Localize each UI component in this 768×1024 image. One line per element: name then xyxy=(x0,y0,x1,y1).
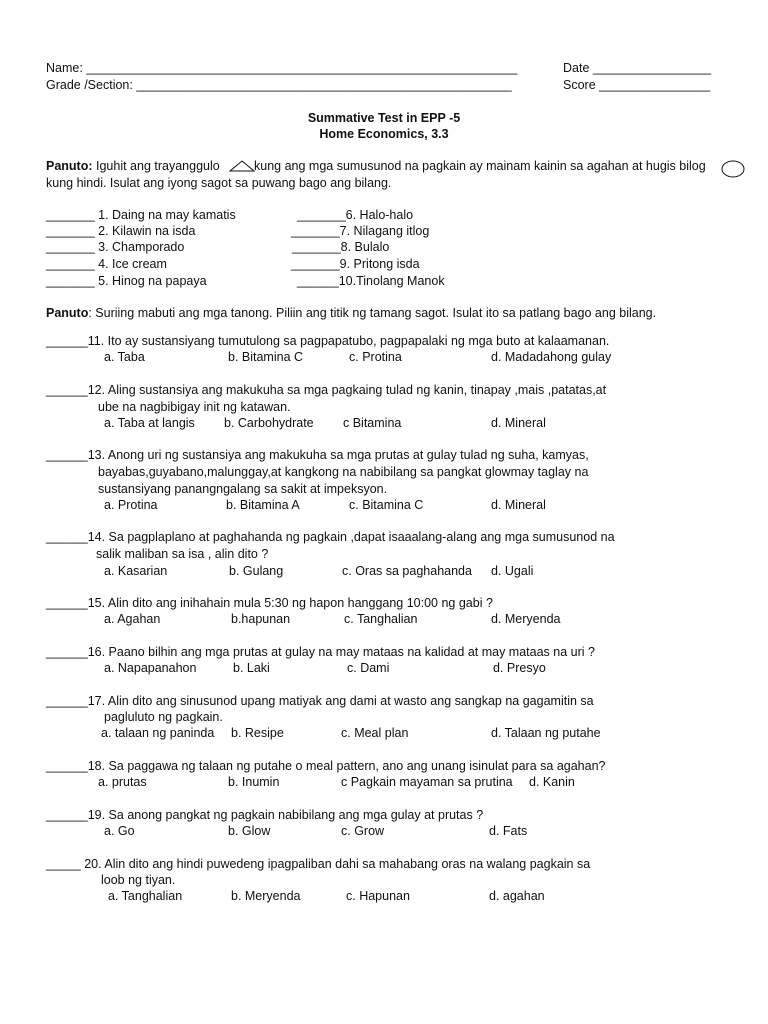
question-12-choice-c[interactable]: c Bitamina xyxy=(343,416,402,430)
part1-instruction-c: kung hindi. Isulat ang iyong sagot sa puwang bago ang bilang. xyxy=(46,176,392,190)
circle-icon xyxy=(721,160,745,178)
question-14-stem[interactable]: ______14. Sa pagplaplano at paghahanda ng pagkain ,dapat isaaalang-alang ang mga sumusunod na xyxy=(46,530,615,544)
question-12-choice-b[interactable]: b. Carbohydrate xyxy=(224,416,314,430)
question-11-choice-c[interactable]: c. Protina xyxy=(349,350,402,364)
question-15-choice-a[interactable]: a. Agahan xyxy=(104,612,161,626)
question-18-choice-b[interactable]: b. Inumin xyxy=(228,775,280,789)
question-15-choice-b[interactable]: b.hapunan xyxy=(231,612,291,626)
question-19-stem[interactable]: ______19. Sa anong pangkat ng pagkain nabibilang ang mga gulay at prutas ? xyxy=(46,808,484,822)
question-14-choice-a[interactable]: a. Kasarian xyxy=(104,564,168,578)
item-6[interactable]: _______6. Halo-halo xyxy=(297,208,414,222)
question-16-choice-d[interactable]: d. Presyo xyxy=(493,661,546,675)
question-20-choice-b[interactable]: b. Meryenda xyxy=(231,889,301,903)
test-title: Summative Test in EPP -5 xyxy=(307,111,461,125)
question-17-choice-c[interactable]: c. Meal plan xyxy=(341,726,409,740)
question-16-choice-a[interactable]: a. Napapanahon xyxy=(104,661,197,675)
question-17-choice-d[interactable]: d. Talaan ng putahe xyxy=(491,726,601,740)
grade-section-line[interactable]: Grade /Section: ______________________________________________________ xyxy=(46,78,512,92)
question-11-choice-a[interactable]: a. Taba xyxy=(104,350,145,364)
question-17-stem-line2: pagluluto ng pagkain. xyxy=(104,710,223,724)
part2-label: Panuto xyxy=(46,306,89,320)
question-18-choice-c[interactable]: c Pagkain mayaman sa prutina xyxy=(341,775,513,789)
item-1[interactable]: _______ 1. Daing na may kamatis xyxy=(46,208,236,222)
question-14-stem-line2: salik maliban sa isa , alin dito ? xyxy=(96,547,269,561)
question-14-choice-d[interactable]: d. Ugali xyxy=(491,564,534,578)
question-19-choice-d[interactable]: d. Fats xyxy=(489,824,528,838)
item-5[interactable]: _______ 5. Hinog na papaya xyxy=(46,274,207,288)
item-4[interactable]: _______ 4. Ice cream xyxy=(46,257,167,271)
part2-instruction-text: : Suriing mabuti ang mga tanong. Piliin ang titik ng tamang sagot. Isulat ito sa patlang bago ang bilang. xyxy=(88,306,657,320)
question-16-stem[interactable]: ______16. Paano bilhin ang mga prutas at gulay na may mataas na kalidad at may mataas na uri ? xyxy=(46,645,595,659)
item-7[interactable]: _______7. Nilagang itlog xyxy=(291,224,430,238)
question-13-choice-b[interactable]: b. Bitamina A xyxy=(226,498,300,512)
question-16-choice-c[interactable]: c. Dami xyxy=(347,661,390,675)
question-12-stem-line2: ube na nagbibigay init ng katawan. xyxy=(98,400,291,414)
item-9[interactable]: _______9. Pritong isda xyxy=(291,257,420,271)
item-3[interactable]: _______ 3. Champorado xyxy=(46,240,185,254)
question-13-stem[interactable]: ______13. Anong uri ng sustansiya ang makukuha sa mga prutas at gulay tulad ng suha, kamyas, xyxy=(46,448,589,462)
question-20-stem-line2: loob ng tiyan. xyxy=(101,873,176,887)
question-12-choice-d[interactable]: d. Mineral xyxy=(491,416,546,430)
question-14-choice-c[interactable]: c. Oras sa paghahanda xyxy=(342,564,472,578)
question-20-stem[interactable]: _____ 20. Alin dito ang hindi puwedeng ipagpaliban dahi sa mahabang oras na walang pagkain sa xyxy=(46,857,591,871)
question-15-choice-d[interactable]: d. Meryenda xyxy=(491,612,561,626)
question-13-stem-line3: sustansiyang panangngalang sa sakit at impeksyon. xyxy=(98,482,388,496)
question-12-choice-a[interactable]: a. Taba at langis xyxy=(104,416,195,430)
question-20-choice-c[interactable]: c. Hapunan xyxy=(346,889,410,903)
question-14-choice-b[interactable]: b. Gulang xyxy=(229,564,284,578)
question-20-choice-d[interactable]: d. agahan xyxy=(489,889,545,903)
part2-instruction xyxy=(46,305,656,321)
test-subtitle: Home Economics, 3.3 xyxy=(319,127,449,141)
name-line[interactable]: Name: ______________________________________________________________ xyxy=(46,61,518,75)
question-12-stem[interactable]: ______12. Aling sustansiya ang makukuha sa mga pagkaing tulad ng kanin, tinapay ,mais ,patatas,at xyxy=(46,383,607,397)
part1-instruction-b: kung ang mga sumusunod na pagkain ay mainam kainin sa agahan at hugis bilog xyxy=(254,159,706,173)
question-18-stem[interactable]: ______18. Sa paggawa ng talaan ng putahe o meal pattern, ano ang unang isinulat para sa agahan? xyxy=(46,759,606,773)
question-11-choice-b[interactable]: b. Bitamina C xyxy=(228,350,304,364)
question-17-choice-b[interactable]: b. Resipe xyxy=(231,726,284,740)
question-19-choice-b[interactable]: b. Glow xyxy=(228,824,271,838)
question-13-choice-c[interactable]: c. Bitamina C xyxy=(349,498,424,512)
question-18-choice-a[interactable]: a. prutas xyxy=(98,775,147,789)
question-18-choice-d[interactable]: d. Kanin xyxy=(529,775,575,789)
part1-label: Panuto: xyxy=(46,159,93,173)
part1-instruction-a: Iguhit ang trayanggulo xyxy=(92,159,220,173)
question-17-stem[interactable]: ______17. Alin dito ang sinusunod upang matiyak ang dami at wasto ang sangkap na gagamitin sa xyxy=(46,694,594,708)
part1-instruction-line1 xyxy=(46,158,220,174)
question-16-choice-b[interactable]: b. Laki xyxy=(233,661,270,675)
question-19-choice-a[interactable]: a. Go xyxy=(104,824,135,838)
question-11-stem[interactable]: ______11. Ito ay sustansiyang tumutulong sa pagpapatubo, pagpapalaki ng mga buto at kalaamanan. xyxy=(46,334,610,348)
question-13-choice-a[interactable]: a. Protina xyxy=(104,498,158,512)
question-11-choice-d[interactable]: d. Madadahong gulay xyxy=(491,350,612,364)
question-20-choice-a[interactable]: a. Tanghalian xyxy=(108,889,183,903)
question-17-choice-a[interactable]: a. talaan ng paninda xyxy=(101,726,215,740)
question-15-choice-c[interactable]: c. Tanghalian xyxy=(344,612,418,626)
item-8[interactable]: _______8. Bulalo xyxy=(292,240,390,254)
item-2[interactable]: _______ 2. Kilawin na isda xyxy=(46,224,196,238)
score-line[interactable]: Score ________________ xyxy=(563,78,711,92)
item-10[interactable]: ______10.Tinolang Manok xyxy=(297,274,445,288)
question-13-stem-line2: bayabas,guyabano,malunggay,at kangkong na nabibilang sa pangkat glowmay taglay na xyxy=(98,465,589,479)
question-13-choice-d[interactable]: d. Mineral xyxy=(491,498,546,512)
triangle-icon xyxy=(229,160,255,172)
question-15-stem[interactable]: ______15. Alin dito ang inihahain mula 5:30 ng hapon hanggang 10:00 ng gabi ? xyxy=(46,596,493,610)
question-19-choice-c[interactable]: c. Grow xyxy=(341,824,385,838)
date-line[interactable]: Date _________________ xyxy=(563,61,712,75)
